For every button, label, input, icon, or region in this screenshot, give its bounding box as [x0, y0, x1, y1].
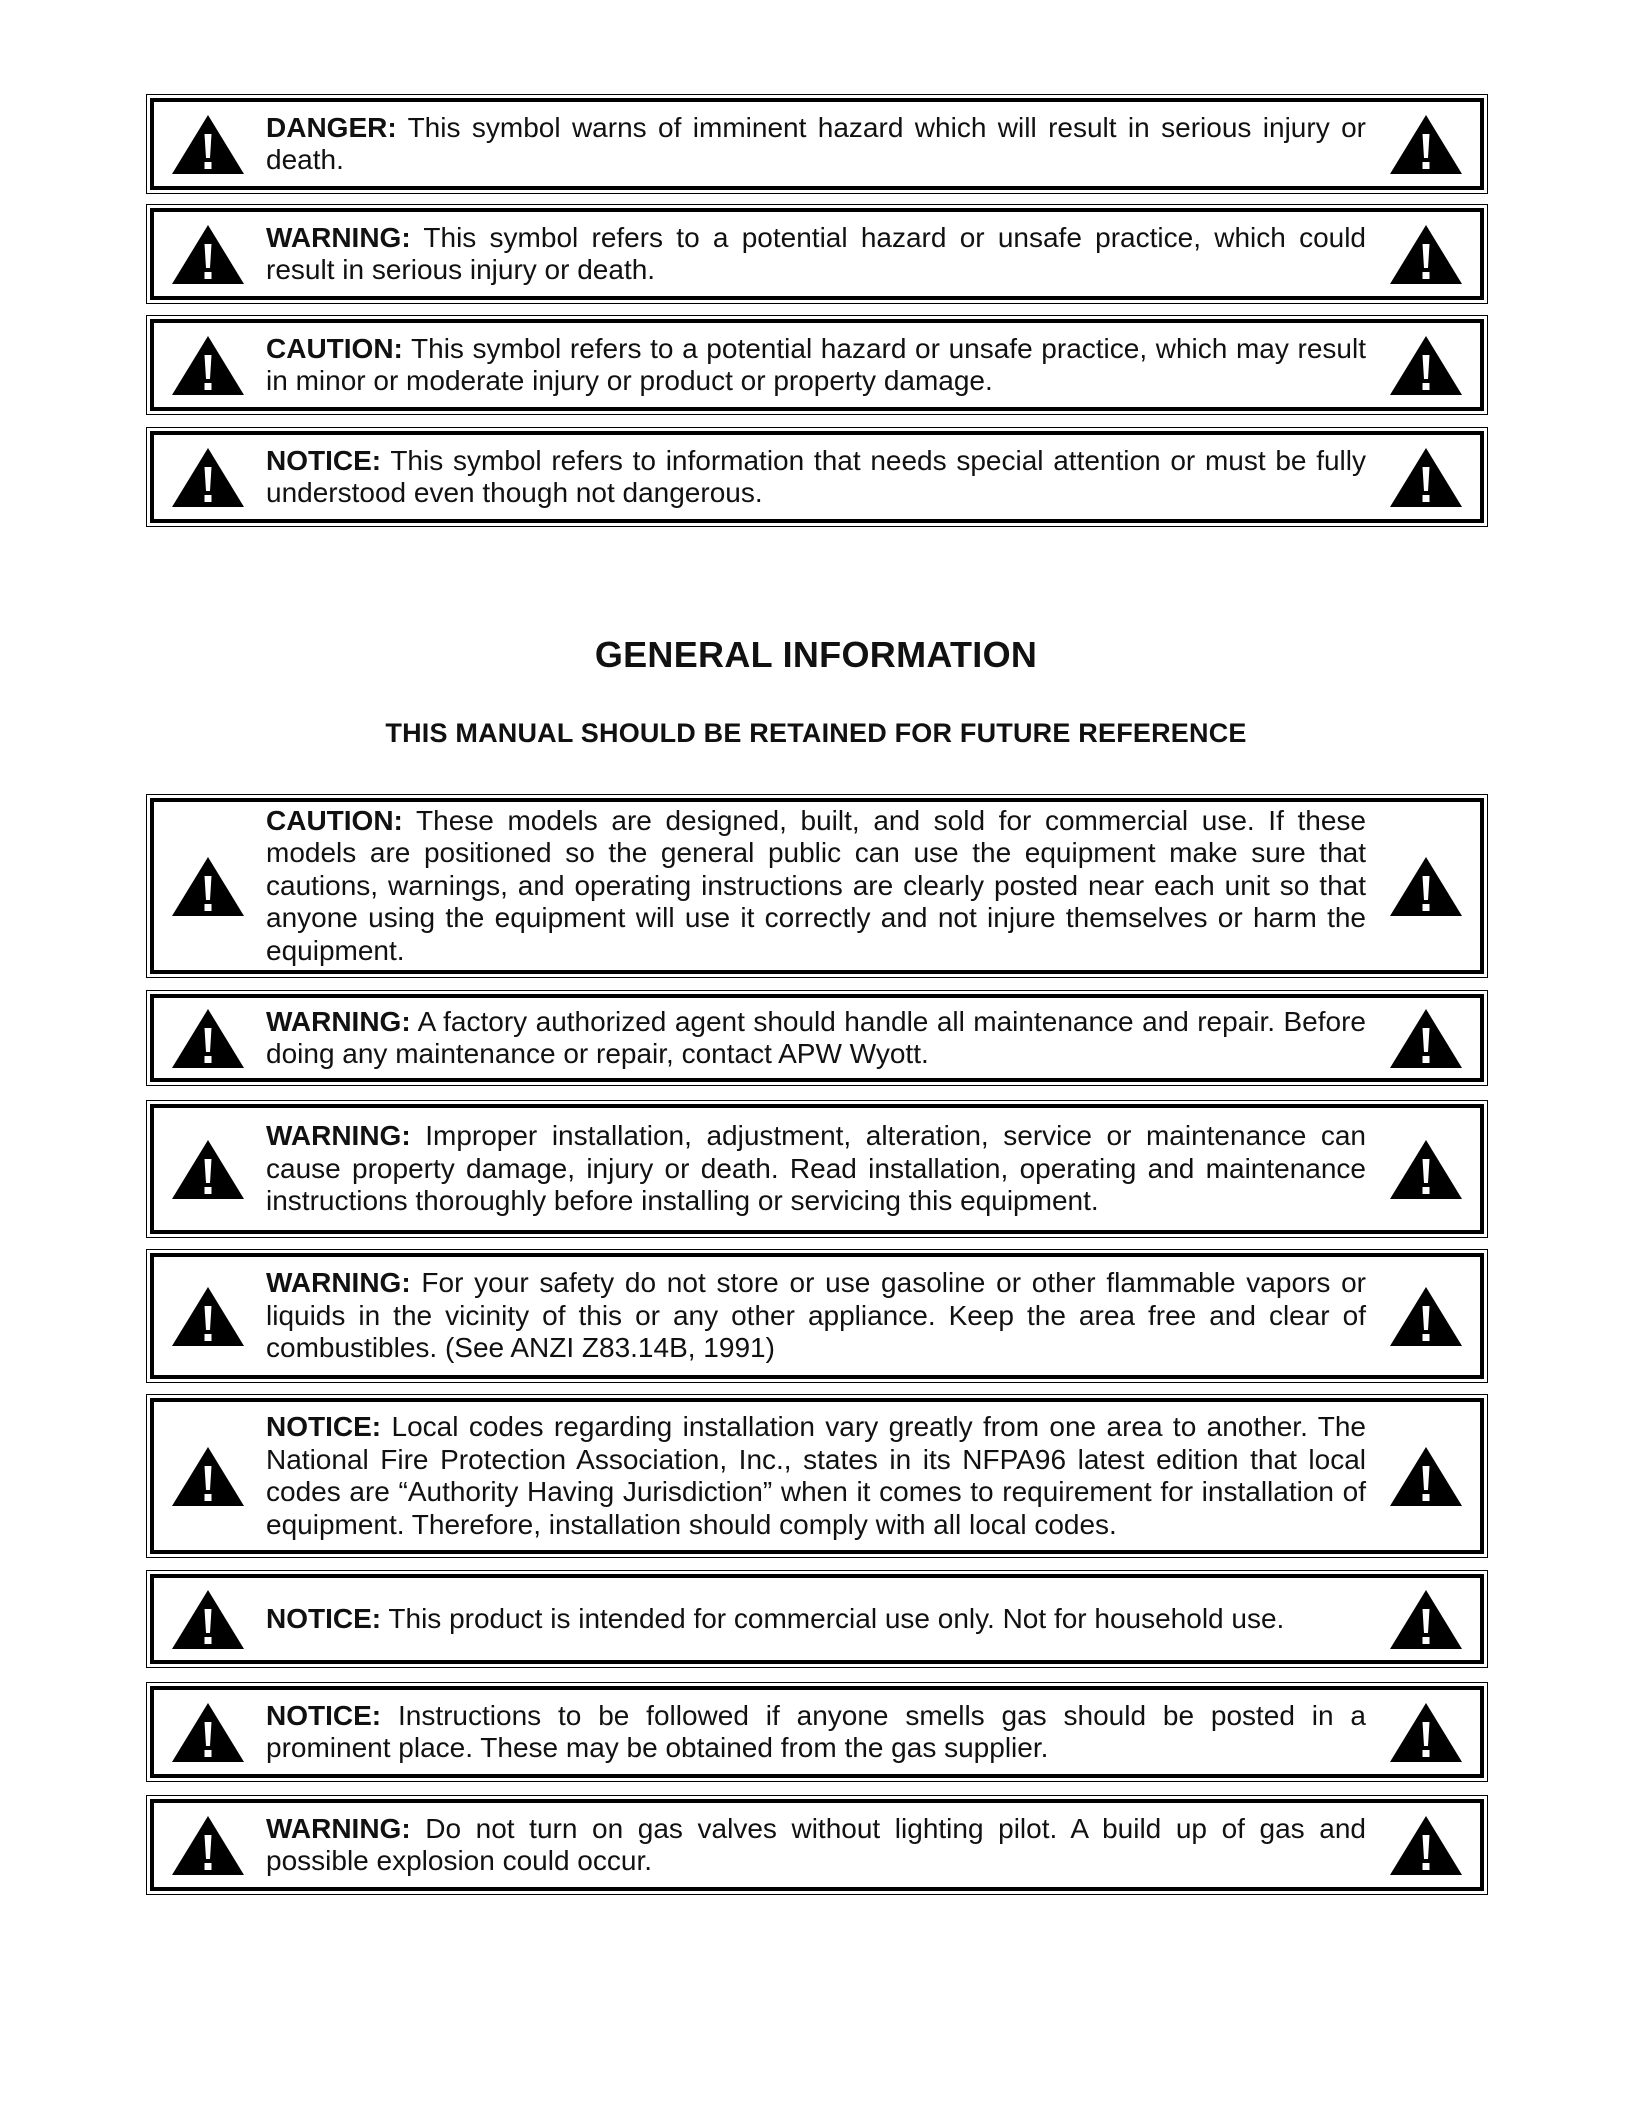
warning-triangle-icon — [154, 1813, 262, 1877]
warning-triangle-icon — [1372, 1137, 1480, 1201]
notice-text — [262, 1006, 1372, 1071]
notice-text — [262, 1411, 1372, 1541]
notice-label: NOTICE: — [266, 1411, 382, 1442]
notice-text — [262, 445, 1372, 510]
notice-label: WARNING: — [266, 1120, 411, 1152]
notice-body: Local codes regarding installation vary greatly from one area to another. The National Fire Protection Association, Inc., states in its NFPA96 latest edition that local codes are “Authority Having Jurisdiction” when it comes to requirement for installation of equipment. Therefore, installation should comply with all local codes. — [266, 1411, 1366, 1540]
danger-box — [150, 98, 1484, 190]
warning-box — [150, 208, 1484, 300]
notice-text — [262, 1120, 1372, 1218]
warning-triangle-icon — [154, 1587, 262, 1651]
warning-triangle-icon — [154, 1284, 262, 1348]
warning-triangle-icon — [154, 854, 262, 918]
warning-triangle-icon — [154, 1444, 262, 1508]
notice-body: A factory authorized agent should handle all maintenance and repair. Before doing any maintenance or repair, contact APW Wyott. — [266, 1005, 1366, 1069]
warning-triangle-icon — [154, 1137, 262, 1201]
notice-text — [262, 1603, 1372, 1636]
warning-triangle-icon — [154, 222, 262, 286]
notice-text — [262, 805, 1372, 968]
notice-body: Do not turn on gas valves without lighting pilot. A build up of gas and possible explosion could occur. — [266, 1812, 1366, 1876]
notice-text — [262, 333, 1372, 398]
notice-body: Instructions to be followed if anyone smells gas should be posted in a prominent place. These may be obtained from the gas supplier. — [266, 1699, 1367, 1763]
notice-text — [262, 222, 1372, 287]
notice-body: These models are designed, built, and sold for commercial use. If these models are positioned so the general public can use the equipment make sure that cautions, warnings, and operating instructions are clearly posted near each unit so that anyone using the equipment will use it correctly and not injure themselves or harm the equipment. — [266, 804, 1366, 966]
notice-text — [262, 1813, 1372, 1878]
notice-box — [150, 1574, 1484, 1664]
notice-label: NOTICE: — [266, 1602, 382, 1634]
warning-triangle-icon — [1372, 1813, 1480, 1877]
notice-label: WARNING: — [266, 1812, 411, 1844]
notice-body: This product is intended for commercial use only. Not for household use. — [388, 1602, 1285, 1634]
warning-box — [150, 1799, 1484, 1891]
notice-text — [262, 1700, 1372, 1765]
notice-box — [150, 431, 1484, 523]
caution-box — [150, 319, 1484, 411]
warning-triangle-icon — [1372, 854, 1480, 918]
notice-label: WARNING: — [266, 221, 411, 253]
notice-box — [150, 1398, 1484, 1554]
warning-triangle-icon — [1372, 112, 1480, 176]
notice-label: NOTICE: — [266, 1699, 382, 1731]
notice-label: NOTICE: — [266, 444, 382, 476]
warning-triangle-icon — [1372, 222, 1480, 286]
notice-label: CAUTION: — [266, 804, 403, 836]
section-subtitle: THIS MANUAL SHOULD BE RETAINED FOR FUTURE REFERENCE — [385, 718, 1247, 748]
warning-triangle-icon — [154, 445, 262, 509]
warning-triangle-icon — [154, 1700, 262, 1764]
notice-label: DANGER: — [266, 111, 397, 143]
warning-box — [150, 994, 1484, 1082]
caution-box — [150, 798, 1484, 974]
warning-triangle-icon — [1372, 1700, 1480, 1764]
notice-label: WARNING: — [266, 1267, 411, 1299]
notice-text — [262, 112, 1372, 177]
warning-triangle-icon — [154, 333, 262, 397]
notice-label: CAUTION: — [266, 332, 403, 364]
notice-body: Improper installation, adjustment, alteration, service or maintenance can cause property damage, injury or death. Read installation, operating and maintenance instructions thoroughly before installing or servicing this equipment. — [266, 1120, 1366, 1217]
notice-body: This symbol warns of imminent hazard which will result in serious injury or death. — [266, 111, 1366, 175]
notice-body: This symbol refers to information that needs special attention or must be fully understood even though not dangerous. — [266, 444, 1367, 508]
notice-body: For your safety do not store or use gasoline or other flammable vapors or liquids in the vicinity of this or any other appliance. Keep the area free and clear of combustibles. (See ANZI Z83.14B, 1991) — [266, 1267, 1366, 1364]
warning-box — [150, 1253, 1484, 1379]
warning-triangle-icon — [1372, 1006, 1480, 1070]
warning-triangle-icon — [154, 112, 262, 176]
warning-triangle-icon — [1372, 445, 1480, 509]
warning-box — [150, 1104, 1484, 1234]
warning-triangle-icon — [1372, 1284, 1480, 1348]
warning-triangle-icon — [1372, 1444, 1480, 1508]
notice-text — [262, 1267, 1372, 1365]
notice-label: WARNING: — [266, 1005, 411, 1037]
warning-triangle-icon — [1372, 333, 1480, 397]
notice-body: This symbol refers to a potential hazard or unsafe practice, which may result in minor or moderate injury or product or property damage. — [266, 332, 1366, 396]
warning-triangle-icon — [154, 1006, 262, 1070]
notice-box — [150, 1686, 1484, 1778]
warning-triangle-icon — [1372, 1587, 1480, 1651]
notice-body: This symbol refers to a potential hazard or unsafe practice, which could result in serious injury or death. — [266, 221, 1366, 285]
section-title: GENERAL INFORMATION — [594, 634, 1038, 675]
